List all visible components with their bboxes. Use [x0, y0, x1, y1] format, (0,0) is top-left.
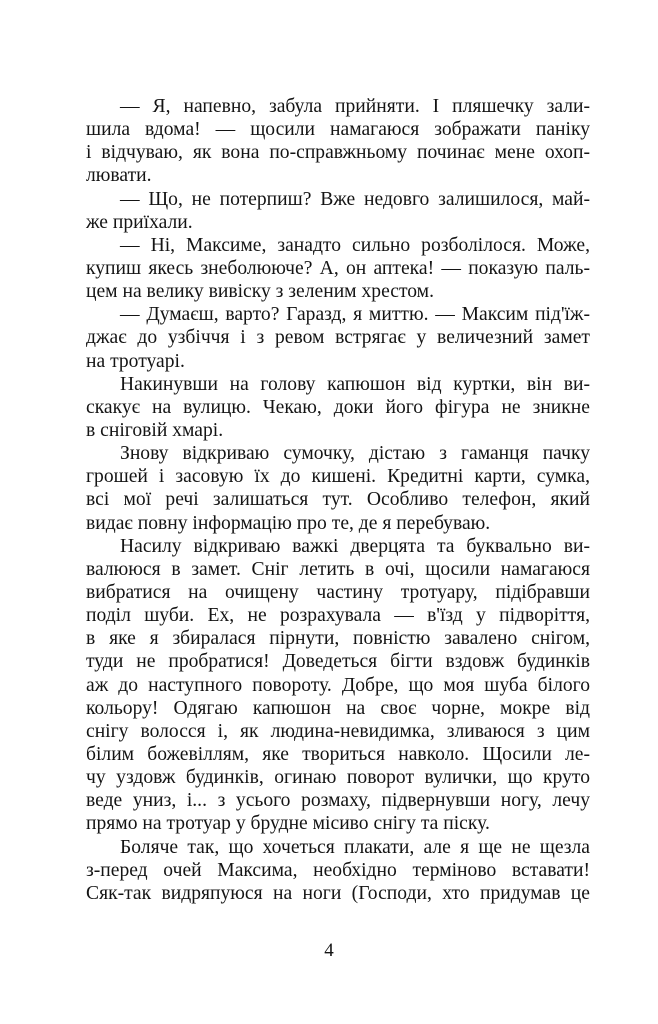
- text-line: прямо на тротуар у брудне місиво снігу та піску.: [86, 813, 490, 835]
- text-line: цем на велику вивіску з зеленим хрестом.: [86, 281, 434, 303]
- text-line: в яке я збиралася пірнути, повністю завалено снігом,: [86, 628, 590, 650]
- text-line: білим божевіллям, яке твориться навколо. Щосили ле-: [86, 743, 590, 765]
- text-line: же приїхали.: [86, 211, 193, 233]
- text-line: — Ні, Максиме, занадто сильно розболілося. Може,: [120, 234, 590, 256]
- text-line: джає до узбіччя і з ревом встрягає у величезний замет: [86, 327, 590, 349]
- text-line: — Думаєш, варто? Гаразд, я миттю. — Максим під'їж-: [120, 304, 590, 326]
- text-line: грошей і засовую їх до кишені. Кредитні карти, сумка,: [86, 466, 590, 488]
- text-line: на тротуарі.: [86, 350, 185, 372]
- text-line: Сяк-так видряпуюся на ноги (Господи, хто придумав це: [86, 882, 590, 904]
- text-line: веде униз, і... з усього розмаху, підвернувши ногу, лечу: [86, 790, 590, 812]
- text-line: всі мої речі залишаться тут. Особливо телефон, який: [86, 489, 590, 511]
- text-line: в сніговій хмарі.: [86, 419, 224, 441]
- text-line: Знову відкриваю сумочку, дістаю з гаманця пачку: [120, 443, 590, 465]
- body-text: [86, 95, 590, 905]
- text-line: з-перед очей Максима, необхідно терміново вставати!: [86, 859, 590, 881]
- text-line: скакує на вулицю. Чекаю, доки його фігура не зникне: [86, 396, 590, 418]
- text-line: снігу волосся і, як людина-невидимка, зливаюся з цим: [86, 720, 590, 742]
- text-line: вибратися на очищену частину тротуару, підібравши: [86, 581, 590, 603]
- text-line: кольору! Одягаю капюшон на своє чорне, мокре від: [86, 697, 590, 719]
- text-line: валююся в замет. Сніг летить в очі, щосили намагаюся: [86, 558, 590, 580]
- text-line: чу уздовж будинків, огинаю поворот вулички, що круто: [86, 767, 590, 789]
- text-line: Накинувши на голову капюшон від куртки, він ви-: [120, 373, 590, 395]
- text-line: — Я, напевно, забула прийняти. І пляшечку зали-: [120, 96, 590, 117]
- text-line: поділ шуби. Ех, не розрахувала — в'їзд у підворіття,: [86, 605, 590, 627]
- text-line: і відчуваю, як вона по-справжньому починає мене охоп-: [86, 142, 590, 164]
- text-line: купиш якесь знеболююче? А, он аптека! — показую паль-: [86, 257, 590, 279]
- text-line: шила вдома! — щосили намагаюся зображати паніку: [86, 119, 590, 141]
- text-line: лювати.: [86, 165, 152, 187]
- text-line: Насилу відкриваю важкі дверцята та буквально ви-: [120, 535, 590, 557]
- text-line: туди не пробратися! Доведеться бігти вздовж будинків: [86, 651, 590, 673]
- text-line: видає повну інформацію про те, де я перебуваю.: [86, 512, 491, 534]
- text-line: Боляче так, що хочеться плакати, але я ще не щезла: [120, 836, 590, 858]
- page-number: 4: [324, 940, 334, 961]
- text-line: аж до наступного повороту. Добре, що моя шуба білого: [86, 674, 590, 696]
- text-line: — Що, не потерпиш? Вже недовго залишилося, май-: [120, 188, 590, 210]
